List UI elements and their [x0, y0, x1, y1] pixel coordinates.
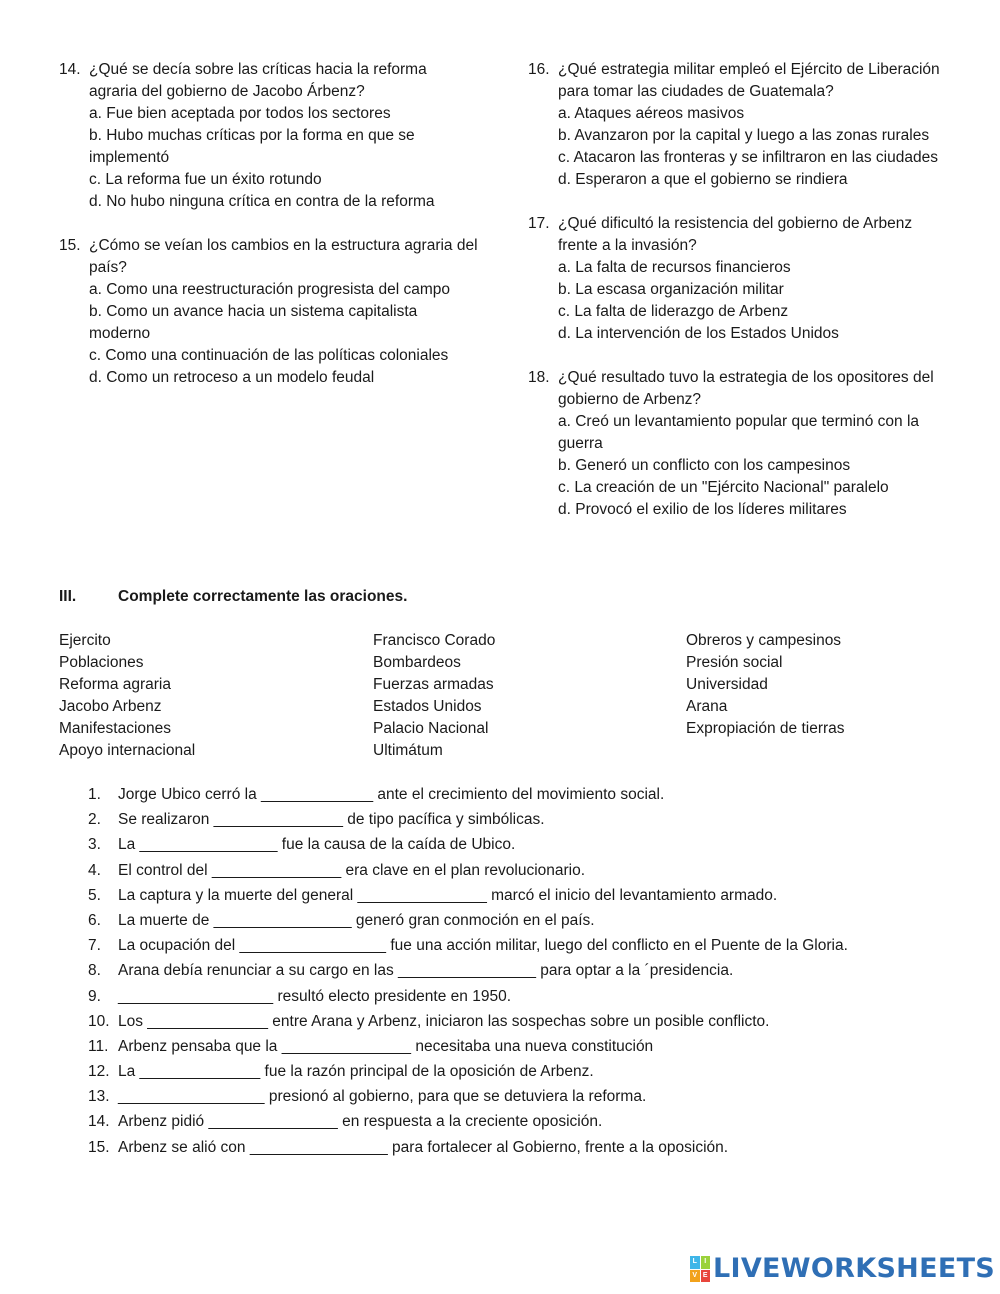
sentence-item[interactable] — [88, 834, 968, 859]
sentence-number: 4. — [88, 861, 101, 879]
word-bank-column-2 — [373, 630, 495, 762]
sentence-number: 1. — [88, 786, 101, 803]
sentence-number: 3. — [88, 836, 101, 854]
question-number: 16. — [528, 61, 550, 78]
sentence-item[interactable] — [88, 1086, 968, 1111]
question-number: 18. — [528, 369, 550, 386]
option-c[interactable]: c. Como una continuación de las políticas coloniales — [89, 347, 449, 364]
option-c[interactable]: c. Atacaron las fronteras y se infiltraron en las ciudades — [558, 149, 938, 166]
word-bank-item: Apoyo internacional — [59, 742, 196, 759]
option-b[interactable]: b. La escasa organización militar — [558, 281, 784, 298]
word-bank-item: Obreros y campesinos — [686, 632, 842, 649]
question-text: ¿Qué dificultó la resistencia del gobierno de Arbenz frente a la invasión? — [558, 215, 913, 254]
sentence-text: La ________________ fue la causa de la caída de Ubico. — [118, 836, 516, 854]
sentence-item[interactable] — [88, 885, 968, 910]
sentence-item[interactable] — [88, 960, 968, 985]
word-bank-item: Bombardeos — [373, 654, 461, 671]
sentence-list — [88, 784, 968, 1162]
sentence-item[interactable] — [88, 784, 968, 809]
sentence-item[interactable] — [88, 1137, 968, 1162]
question-text: ¿Cómo se veían los cambios en la estructura agraria del país? — [89, 237, 478, 276]
option-d[interactable]: d. No hubo ninguna crítica en contra de la reforma — [89, 193, 435, 210]
sentence-text: Jorge Ubico cerró la _____________ ante el crecimiento del movimiento social. — [118, 786, 665, 803]
sentence-number: 8. — [88, 962, 101, 980]
word-bank-item: Reforma agraria — [59, 676, 171, 693]
questions-left-column — [59, 59, 479, 411]
question-18 — [528, 367, 948, 521]
word-bank-item: Universidad — [686, 676, 768, 693]
question-number: 17. — [528, 215, 550, 232]
option-b[interactable]: b. Generó un conflicto con los campesinos — [558, 457, 851, 474]
question-number: 14. — [59, 61, 81, 78]
sentence-item[interactable] — [88, 910, 968, 935]
sentence-text: La ocupación del _________________ fue una acción militar, luego del conflicto en el Puente de la Gloria. — [118, 937, 848, 955]
question-17 — [528, 213, 948, 345]
word-bank-item: Palacio Nacional — [373, 720, 489, 737]
sentence-text: Arbenz pidió _______________ en respuesta a la creciente oposición. — [118, 1113, 603, 1131]
sentence-number: 13. — [88, 1088, 110, 1106]
sentence-text: Se realizaron _______________ de tipo pacífica y simbólicas. — [118, 811, 545, 829]
sentence-item[interactable] — [88, 935, 968, 960]
word-bank-item: Francisco Corado — [373, 632, 496, 649]
sentence-number: 6. — [88, 911, 101, 929]
question-14 — [59, 59, 479, 213]
word-bank-item: Ejercito — [59, 632, 111, 649]
sentence-item[interactable] — [88, 986, 968, 1011]
word-bank-item: Estados Unidos — [373, 698, 482, 715]
sentence-item[interactable] — [88, 860, 968, 885]
logo-mark-icon — [690, 1256, 710, 1282]
sentence-number: 14. — [88, 1113, 110, 1131]
option-a[interactable]: a. Creó un levantamiento popular que terminó con la guerra — [558, 413, 920, 452]
sentence-text: Arbenz pensaba que la _______________ necesitaba una nueva constitución — [118, 1037, 654, 1055]
question-text: ¿Qué resultado tuvo la estrategia de los opositores del gobierno de Arbenz? — [558, 369, 934, 408]
question-text: ¿Qué estrategia militar empleó el Ejército de Liberación para tomar las ciudades de Guatemala? — [558, 61, 940, 100]
logo-letter: L — [690, 1256, 700, 1269]
section-number: III. — [59, 588, 77, 605]
option-c[interactable]: c. La reforma fue un éxito rotundo — [89, 171, 322, 188]
section-title: Complete correctamente las oraciones. — [118, 588, 408, 605]
sentence-item[interactable] — [88, 1111, 968, 1136]
word-bank-item: Poblaciones — [59, 654, 144, 671]
sentence-number: 11. — [88, 1037, 109, 1055]
option-c[interactable]: c. La creación de un "Ejército Nacional" paralelo — [558, 479, 889, 496]
option-d[interactable]: d. Esperaron a que el gobierno se rindiera — [558, 171, 848, 188]
sentence-number: 9. — [88, 987, 101, 1005]
question-text: ¿Qué se decía sobre las críticas hacia la reforma agraria del gobierno de Jacobo Árbenz? — [89, 61, 427, 100]
question-15 — [59, 235, 479, 389]
option-d[interactable]: d. Provocó el exilio de los líderes militares — [558, 501, 847, 518]
word-bank-item: Manifestaciones — [59, 720, 172, 737]
questions-right-column — [528, 59, 948, 543]
option-d[interactable]: d. Como un retroceso a un modelo feudal — [89, 369, 375, 386]
option-a[interactable]: a. Ataques aéreos masivos — [558, 105, 745, 122]
option-a[interactable]: a. La falta de recursos financieros — [558, 259, 791, 276]
sentence-number: 2. — [88, 811, 101, 829]
word-bank-item: Presión social — [686, 654, 783, 671]
sentence-text: Los ______________ entre Arana y Arbenz, iniciaron las sospechas sobre un posible conflicto. — [118, 1012, 770, 1030]
sentence-number: 10. — [88, 1012, 110, 1030]
sentence-text: Arbenz se alió con ________________ para fortalecer al Gobierno, frente a la oposición. — [118, 1138, 729, 1156]
sentence-text: El control del _______________ era clave en el plan revolucionario. — [118, 861, 586, 879]
sentence-text: La captura y la muerte del general _______________ marcó el inicio del levantamiento armado. — [118, 886, 778, 904]
section-heading — [59, 586, 407, 608]
logo-letter: V — [690, 1270, 700, 1283]
question-number: 15. — [59, 237, 81, 254]
word-bank-item: Expropiación de tierras — [686, 720, 845, 737]
word-bank-item: Fuerzas armadas — [373, 676, 494, 693]
word-bank-column-3 — [686, 630, 845, 740]
sentence-number: 5. — [88, 886, 101, 904]
logo-letter: I — [701, 1256, 711, 1269]
logo-text: LIVEWORKSHEETS — [713, 1253, 996, 1284]
sentence-item[interactable] — [88, 1036, 968, 1061]
word-bank-item: Ultimátum — [373, 742, 443, 759]
sentence-text: _________________ presionó al gobierno, para que se detuviera la reforma. — [118, 1088, 647, 1106]
sentence-text: Arana debía renunciar a su cargo en las ________________ para optar a la ´presidencia. — [118, 962, 734, 980]
logo-letter: E — [701, 1270, 711, 1283]
word-bank-column-1 — [59, 630, 195, 762]
option-d[interactable]: d. La intervención de los Estados Unidos — [558, 325, 839, 342]
liveworksheets-logo — [690, 1254, 995, 1284]
word-bank-item: Jacobo Arbenz — [59, 698, 162, 715]
sentence-text: La ______________ fue la razón principal de la oposición de Arbenz. — [118, 1063, 594, 1081]
option-b[interactable]: b. Como un avance hacia un sistema capitalista moderno — [89, 303, 418, 342]
sentence-item[interactable] — [88, 809, 968, 834]
option-b[interactable]: b. Hubo muchas críticas por la forma en que se implementó — [89, 127, 415, 166]
sentence-number: 15. — [88, 1138, 110, 1156]
sentence-number: 7. — [88, 937, 101, 955]
word-bank-item: Arana — [686, 698, 728, 715]
sentence-text: La muerte de ________________ generó gran conmoción en el país. — [118, 911, 595, 929]
sentence-item[interactable] — [88, 1061, 968, 1086]
option-a[interactable]: a. Como una reestructuración progresista del campo — [89, 281, 450, 298]
option-b[interactable]: b. Avanzaron por la capital y luego a las zonas rurales — [558, 127, 930, 144]
option-a[interactable]: a. Fue bien aceptada por todos los sectores — [89, 105, 391, 122]
option-c[interactable]: c. La falta de liderazgo de Arbenz — [558, 303, 789, 320]
sentence-number: 12. — [88, 1063, 110, 1081]
sentence-item[interactable] — [88, 1011, 968, 1036]
sentence-text: __________________ resultó electo presidente en 1950. — [118, 987, 511, 1005]
question-16 — [528, 59, 948, 191]
